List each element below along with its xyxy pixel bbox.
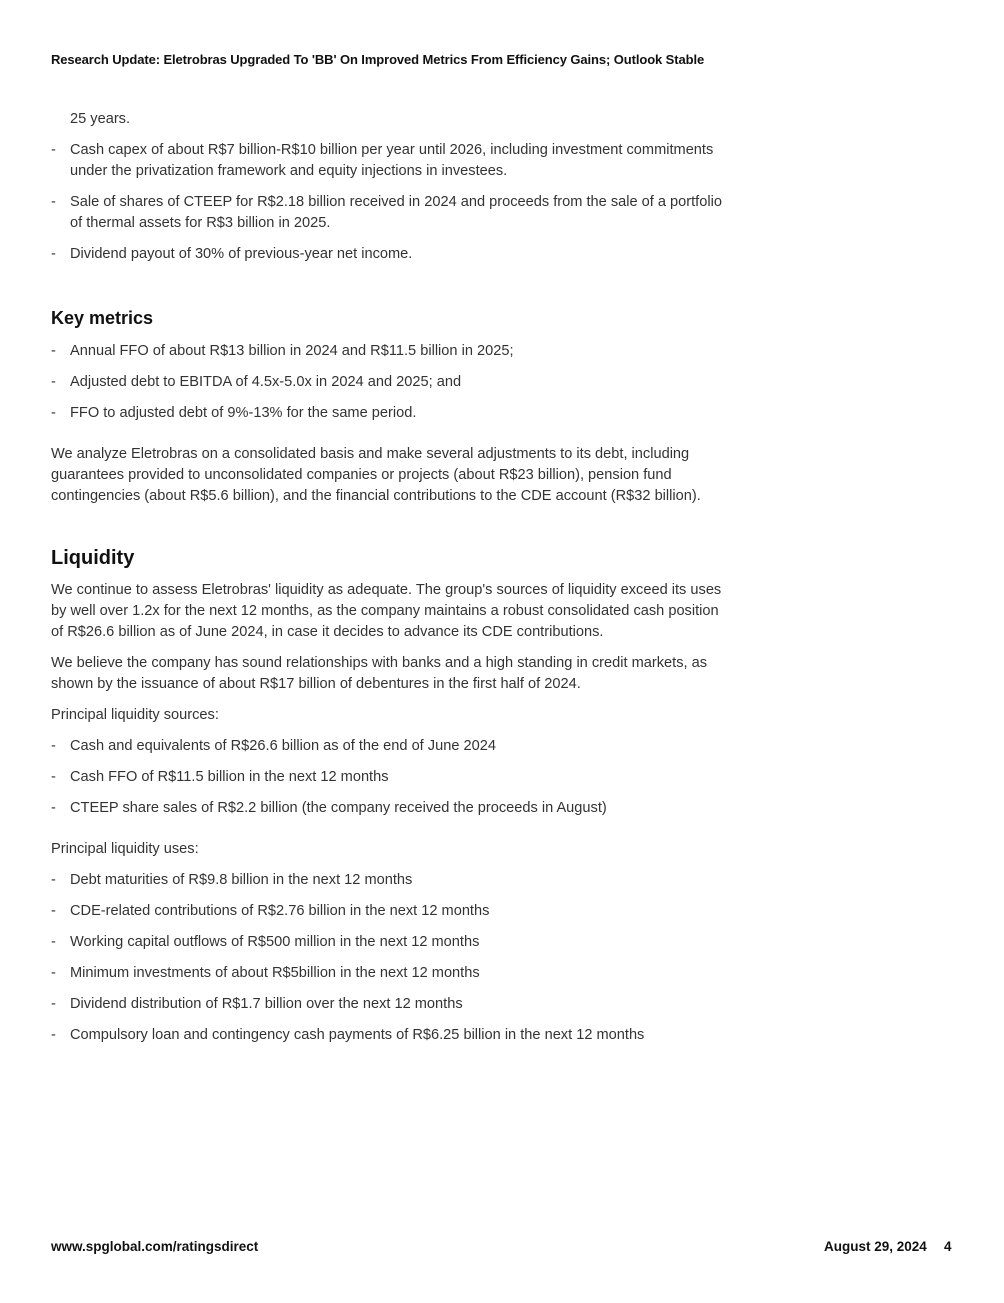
list-item: - CTEEP share sales of R$2.2 billion (the company received the proceeds in August) bbox=[51, 798, 731, 819]
list-item-continuation: 25 years. bbox=[70, 111, 131, 127]
section-heading-liquidity: Liquidity bbox=[51, 547, 135, 569]
list-item: - Minimum investments of about R$5billion in the next 12 months bbox=[51, 963, 731, 984]
list-item: - Annual FFO of about R$13 billion in 2024 and R$11.5 billion in 2025; bbox=[51, 341, 731, 362]
list-item: - Adjusted debt to EBITDA of 4.5x-5.0x in 2024 and 2025; and bbox=[51, 372, 731, 393]
page-content bbox=[51, 109, 731, 1056]
page-number: 4 bbox=[944, 1239, 952, 1254]
list-item: - Dividend distribution of R$1.7 billion over the next 12 months bbox=[51, 994, 731, 1015]
paragraph: We continue to assess Eletrobras' liquidity as adequate. The group's sources of liquidity exceed its uses by well over 1.2x for the next 12 months, as the company maintains a robust consolidated cash position of R$26.6 billion as of June 2024, in case it decides to advance its CDE contributions. bbox=[51, 582, 722, 640]
list-item: - Sale of shares of CTEEP for R$2.18 billion received in 2024 and proceeds from the sale of a portfolio of thermal assets for R$3 billion in 2025. bbox=[51, 192, 731, 234]
sources-label: Principal liquidity sources: bbox=[51, 707, 219, 723]
list-item: - Cash capex of about R$7 billion-R$10 billion per year until 2026, including investment commitments under the privatization framework and equity injections in investees. bbox=[51, 140, 731, 182]
list-item: - FFO to adjusted debt of 9%-13% for the same period. bbox=[51, 403, 731, 424]
paragraph: We analyze Eletrobras on a consolidated basis and make several adjustments to its debt, including guarantees provided to unconsolidated companies or projects (about R$23 billion), pension fund contingencies (about R$5.6 billion), and the financial contributions to the CDE account (R$32 billion). bbox=[51, 446, 701, 504]
list-item: - Cash FFO of R$11.5 billion in the next 12 months bbox=[51, 767, 731, 788]
footer-date: August 29, 2024 bbox=[824, 1239, 927, 1254]
list-item: - Dividend payout of 30% of previous-year net income. bbox=[51, 244, 731, 265]
uses-label: Principal liquidity uses: bbox=[51, 841, 199, 857]
list-item: - Debt maturities of R$9.8 billion in the next 12 months bbox=[51, 870, 731, 891]
running-header-title: Research Update: Eletrobras Upgraded To 'BB' On Improved Metrics From Efficiency Gains; Outlook Stable bbox=[51, 52, 705, 67]
section-heading-key-metrics: Key metrics bbox=[51, 308, 154, 328]
list-item: - CDE-related contributions of R$2.76 billion in the next 12 months bbox=[51, 901, 731, 922]
list-item: - Compulsory loan and contingency cash payments of R$6.25 billion in the next 12 months bbox=[51, 1025, 731, 1046]
list-item: - Working capital outflows of R$500 million in the next 12 months bbox=[51, 932, 731, 953]
footer-url-link[interactable]: www.spglobal.com/ratingsdirect bbox=[51, 1239, 259, 1254]
paragraph: We believe the company has sound relationships with banks and a high standing in credit markets, as shown by the issuance of about R$17 billion of debentures in the first half of 2024. bbox=[51, 655, 708, 692]
list-item: - Cash and equivalents of R$26.6 billion as of the end of June 2024 bbox=[51, 736, 731, 757]
